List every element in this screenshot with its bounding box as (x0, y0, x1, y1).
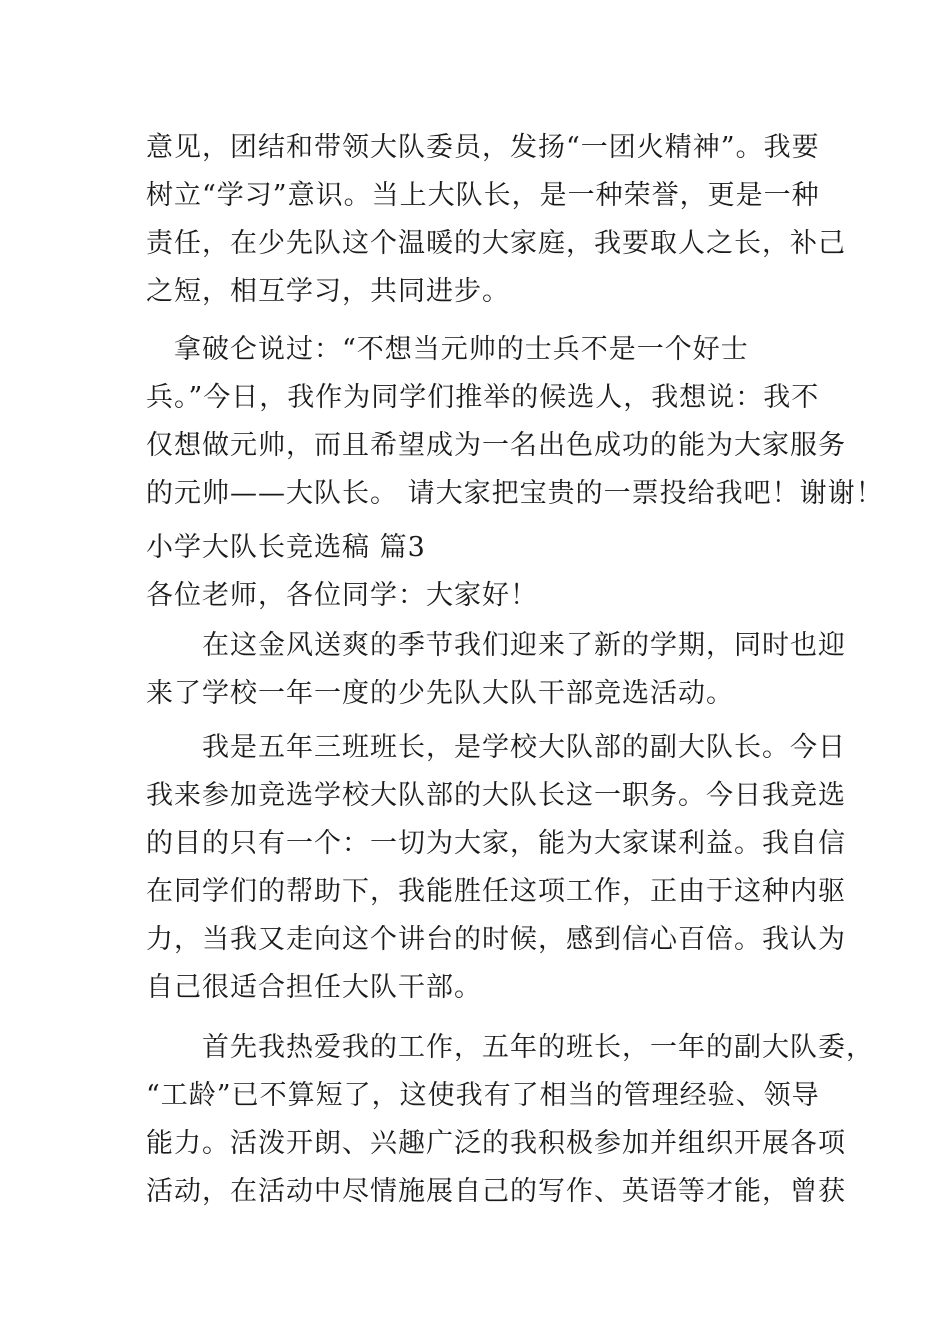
paragraph-self-intro (146, 724, 846, 1012)
paragraph-experience (146, 1024, 874, 1216)
paragraph-napoleon (146, 326, 884, 518)
greeting-text: 各位老师，各位同学：大家好！ (146, 580, 538, 611)
heading-text: 小学大队长竞选稿 篇3 (146, 532, 426, 563)
text-line: 的元帅——大队长。 请大家把宝贵的一票投给我吧！谢谢！ (146, 478, 884, 509)
text-line: 来了学校一年一度的少先队大队干部竞选活动。 (146, 678, 734, 709)
text-line: 树立“学习”意识。当上大队长，是一种荣誉，更是一种 (146, 180, 820, 211)
text-line: 自己很适合担任大队干部。 (146, 972, 482, 1003)
paragraph-continuation (146, 124, 846, 316)
text-line: 兵。”今日，我作为同学们推举的候选人，我想说：我不 (146, 382, 820, 413)
section-heading (146, 524, 826, 572)
text-line: 仅想做元帅，而且希望成为一名出色成功的能为大家服务 (146, 430, 846, 461)
text-line: 责任，在少先队这个温暖的大家庭，我要取人之长，补己 (146, 228, 846, 259)
text-line: 能力。活泼开朗、兴趣广泛的我积极参加并组织开展各项 (146, 1128, 846, 1159)
text-line: 活动，在活动中尽情施展自己的写作、英语等才能，曾获 (146, 1176, 846, 1207)
text-line: “工龄”已不算短了，这使我有了相当的管理经验、领导 (146, 1080, 820, 1111)
text-line: 在这金风送爽的季节我们迎来了新的学期，同时也迎 (146, 630, 846, 661)
text-line: 之短，相互学习，共同进步。 (146, 276, 510, 307)
text-line: 我是五年三班班长，是学校大队部的副大队长。今日 (146, 732, 846, 763)
text-line: 意见，团结和带领大队委员，发扬“一团火精神”。我要 (146, 132, 820, 163)
paragraph-intro (146, 622, 846, 718)
text-line: 我来参加竞选学校大队部的大队长这一职务。今日我竞选 (146, 780, 846, 811)
greeting (146, 572, 826, 620)
text-line: 首先我热爱我的工作，五年的班长，一年的副大队委， (146, 1032, 874, 1063)
text-line: 的目的只有一个：一切为大家，能为大家谋利益。我自信 (146, 828, 846, 859)
text-line: 拿破仑说过：“不想当元帅的士兵不是一个好士 (146, 334, 749, 365)
text-line: 力，当我又走向这个讲台的时候，感到信心百倍。我认为 (146, 924, 846, 955)
text-line: 在同学们的帮助下，我能胜任这项工作，正由于这种内驱 (146, 876, 846, 907)
